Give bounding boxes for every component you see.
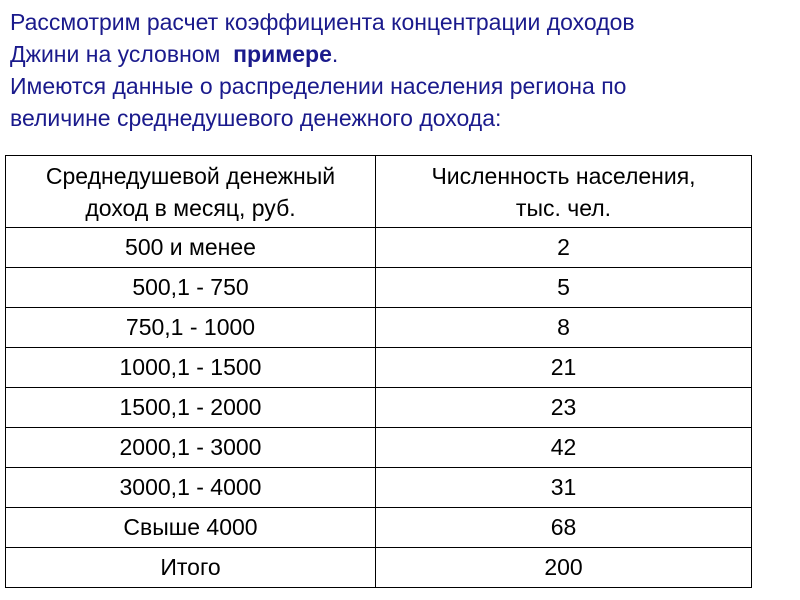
header-income xyxy=(6,156,376,228)
header-population xyxy=(376,156,752,228)
income-distribution-table xyxy=(5,155,752,588)
table-row xyxy=(6,548,752,588)
income-cell: 750,1 - 1000 xyxy=(6,308,376,348)
intro-line-3: Имеются данные о распределении населения региона по xyxy=(10,73,627,99)
table-row xyxy=(6,508,752,548)
table-header-row xyxy=(6,156,752,228)
income-cell: 2000,1 - 3000 xyxy=(6,428,376,468)
population-cell: 8 xyxy=(376,308,752,348)
table-row xyxy=(6,388,752,428)
table-row xyxy=(6,268,752,308)
table-row xyxy=(6,428,752,468)
intro-line-2 xyxy=(10,38,790,70)
header-population-line-1: Численность населения, xyxy=(431,162,696,189)
population-cell: 23 xyxy=(376,388,752,428)
table-row xyxy=(6,468,752,508)
intro-line-4: величине среднедушевого денежного дохода: xyxy=(10,105,502,131)
income-cell: Свыше 4000 xyxy=(6,508,376,548)
table-row xyxy=(6,308,752,348)
table-row xyxy=(6,228,752,268)
intro-text xyxy=(10,6,790,134)
intro-line-1: Рассмотрим расчет коэффициента концентрации доходов xyxy=(10,9,635,35)
header-income-line-2: доход в месяц, руб. xyxy=(85,194,296,221)
population-cell: 21 xyxy=(376,348,752,388)
income-cell: 3000,1 - 4000 xyxy=(6,468,376,508)
population-cell: 2 xyxy=(376,228,752,268)
intro-line-2-bold: примере xyxy=(233,41,332,67)
income-cell: Итого xyxy=(6,548,376,588)
income-cell: 500 и менее xyxy=(6,228,376,268)
population-cell: 31 xyxy=(376,468,752,508)
income-cell: 500,1 - 750 xyxy=(6,268,376,308)
table-row xyxy=(6,348,752,388)
income-cell: 1000,1 - 1500 xyxy=(6,348,376,388)
income-cell: 1500,1 - 2000 xyxy=(6,388,376,428)
population-cell: 5 xyxy=(376,268,752,308)
intro-line-2-prefix: Джини на условном xyxy=(10,41,234,67)
population-cell: 68 xyxy=(376,508,752,548)
header-population-line-2: тыс. чел. xyxy=(515,194,612,221)
header-income-line-1: Среднедушевой денежный xyxy=(45,162,336,189)
intro-line-2-suffix: . xyxy=(331,41,339,67)
population-cell: 42 xyxy=(376,428,752,468)
population-cell: 200 xyxy=(376,548,752,588)
